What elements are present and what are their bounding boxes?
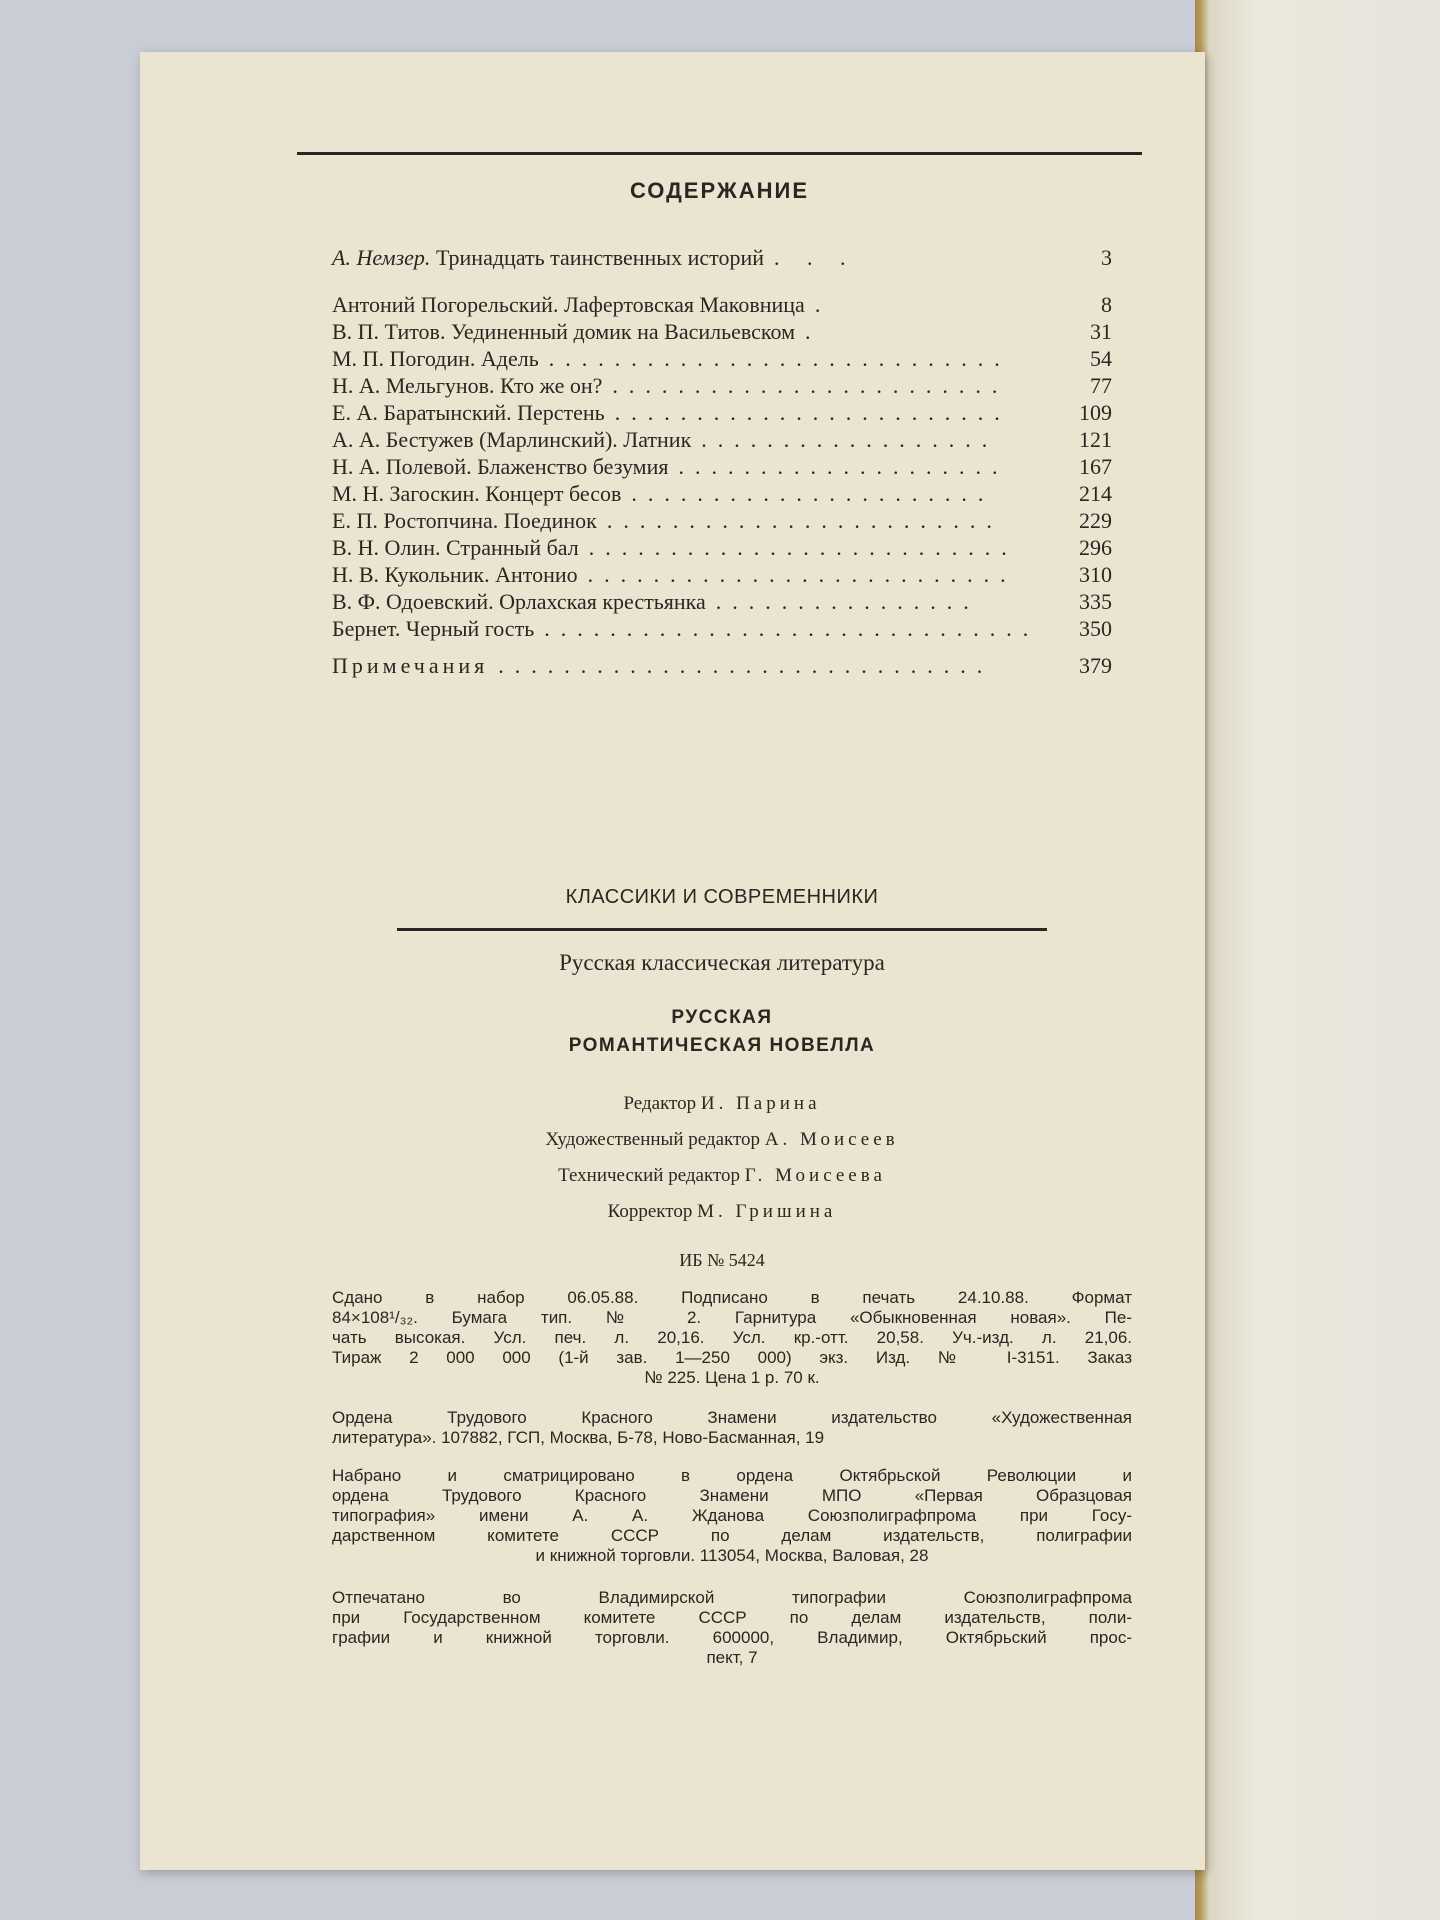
imprint-typesetting: Набрано и сматрицировано в ордена Октябрьской Революции и ордена Трудового Красного Знамени МПО «Первая Образцовая типография» имени А. А. Жданова Союзполиграфпрома при Госу- дарственном комитете СССР по делам издательств, полиграфии и книжной торговли. 113054, Москва, Валовая, 28 [332,1466,1132,1565]
imprint-print-data: Сдано в набор 06.05.88. Подписано в печать 24.10.88. Формат 84×108¹/₃₂. Бумага тип. № 2. Гарнитура «Обыкновенная новая». Пе- чать высокая. Усл. печ. л. 20,16. Усл. кр.-отт. 20,58. Уч.-изд. л. 21,06. Тираж 2 000 000 (1-й зав. 1—250 000) экз. Изд. № I-3151. Заказ № 225. Цена 1 р. 70 к. [332,1288,1132,1387]
toc-notes-row: Примечания .............................. 379 [332,653,1112,678]
toc-entry: В. П. Титов. Уединенный домик на Васильевском . 31 [332,319,1112,344]
toc-entry: Е. А. Баратынский. Перстень ........................ 109 [332,400,1112,425]
credit-editor: Редактор И. Парина [623,1093,821,1114]
toc-entry: Н. В. Кукольник. Антонио .......................... 310 [332,562,1112,587]
toc-notes-page: 379 [1079,653,1112,678]
toc-title: СОДЕРЖАНИЕ [629,178,810,203]
toc-entry: Н. А. Мельгунов. Кто же он? ........................ 77 [332,373,1112,398]
credits [397,1086,1047,1230]
table-of-contents [332,244,1112,679]
toc-entry: Антоний Погорельский. Лафертовская Маковница . 8 [332,292,1112,317]
imprint-printing-house: Отпечатано во Владимирской типографии Союзполиграфпрома при Государственном комитете СССР по делам издательств, поли- графии и книжной торговли. 600000, Владимир, Октябрьский прос- пект, 7 [332,1588,1132,1667]
toc-entry: Е. П. Ростопчина. Поединок ........................ 229 [332,508,1112,533]
next-page-edge [1195,0,1440,1920]
subseries-title: Русская классическая литература [559,950,885,975]
toc-notes-label: Примечания [332,653,489,678]
book-title-line-1: РУССКАЯ [671,1007,773,1028]
credit-proofreader: Корректор М. Гришина [607,1201,837,1222]
book-title [397,1004,1047,1060]
credit-art-editor: Художественный редактор А. Моисеев [545,1129,899,1150]
toc-page-number: 3 [1101,245,1112,270]
series-rule [397,928,1047,931]
toc-intro-author: А. Немзер. [332,245,431,270]
series-title: КЛАССИКИ И СОВРЕМЕННИКИ [565,886,879,908]
toc-leader-dots: . . . [774,245,857,270]
toc-entry: М. П. Погодин. Адель ............................ 54 [332,346,1112,371]
top-rule [297,152,1142,155]
toc-intro-title: Тринадцать таинственных историй [435,245,764,270]
toc-entry: В. Н. Олин. Странный бал .......................... 296 [332,535,1112,560]
toc-entry: М. Н. Загоскин. Концерт бесов ...................... 214 [332,481,1112,506]
toc-entry: А. А. Бестужев (Марлинский). Латник .................. 121 [332,427,1112,452]
toc-entry: Бернет. Черный гость .............................. 350 [332,616,1112,641]
imprint-publisher: Ордена Трудового Красного Знамени издательство «Художественная литература». 107882, ГСП, Москва, Б-78, Ново-Басманная, 19 [332,1408,1132,1447]
toc-entry: Н. А. Полевой. Блаженство безумия .................... 167 [332,454,1112,479]
toc-intro-row [332,244,1112,271]
ib-number: ИБ № 5424 [679,1250,765,1270]
toc-entry: В. Ф. Одоевский. Орлахская крестьянка ................ 335 [332,589,1112,614]
book-title-line-2: РОМАНТИЧЕСКАЯ НОВЕЛЛА [568,1035,876,1056]
credit-tech-editor: Технический редактор Г. Моисеева [558,1165,886,1186]
